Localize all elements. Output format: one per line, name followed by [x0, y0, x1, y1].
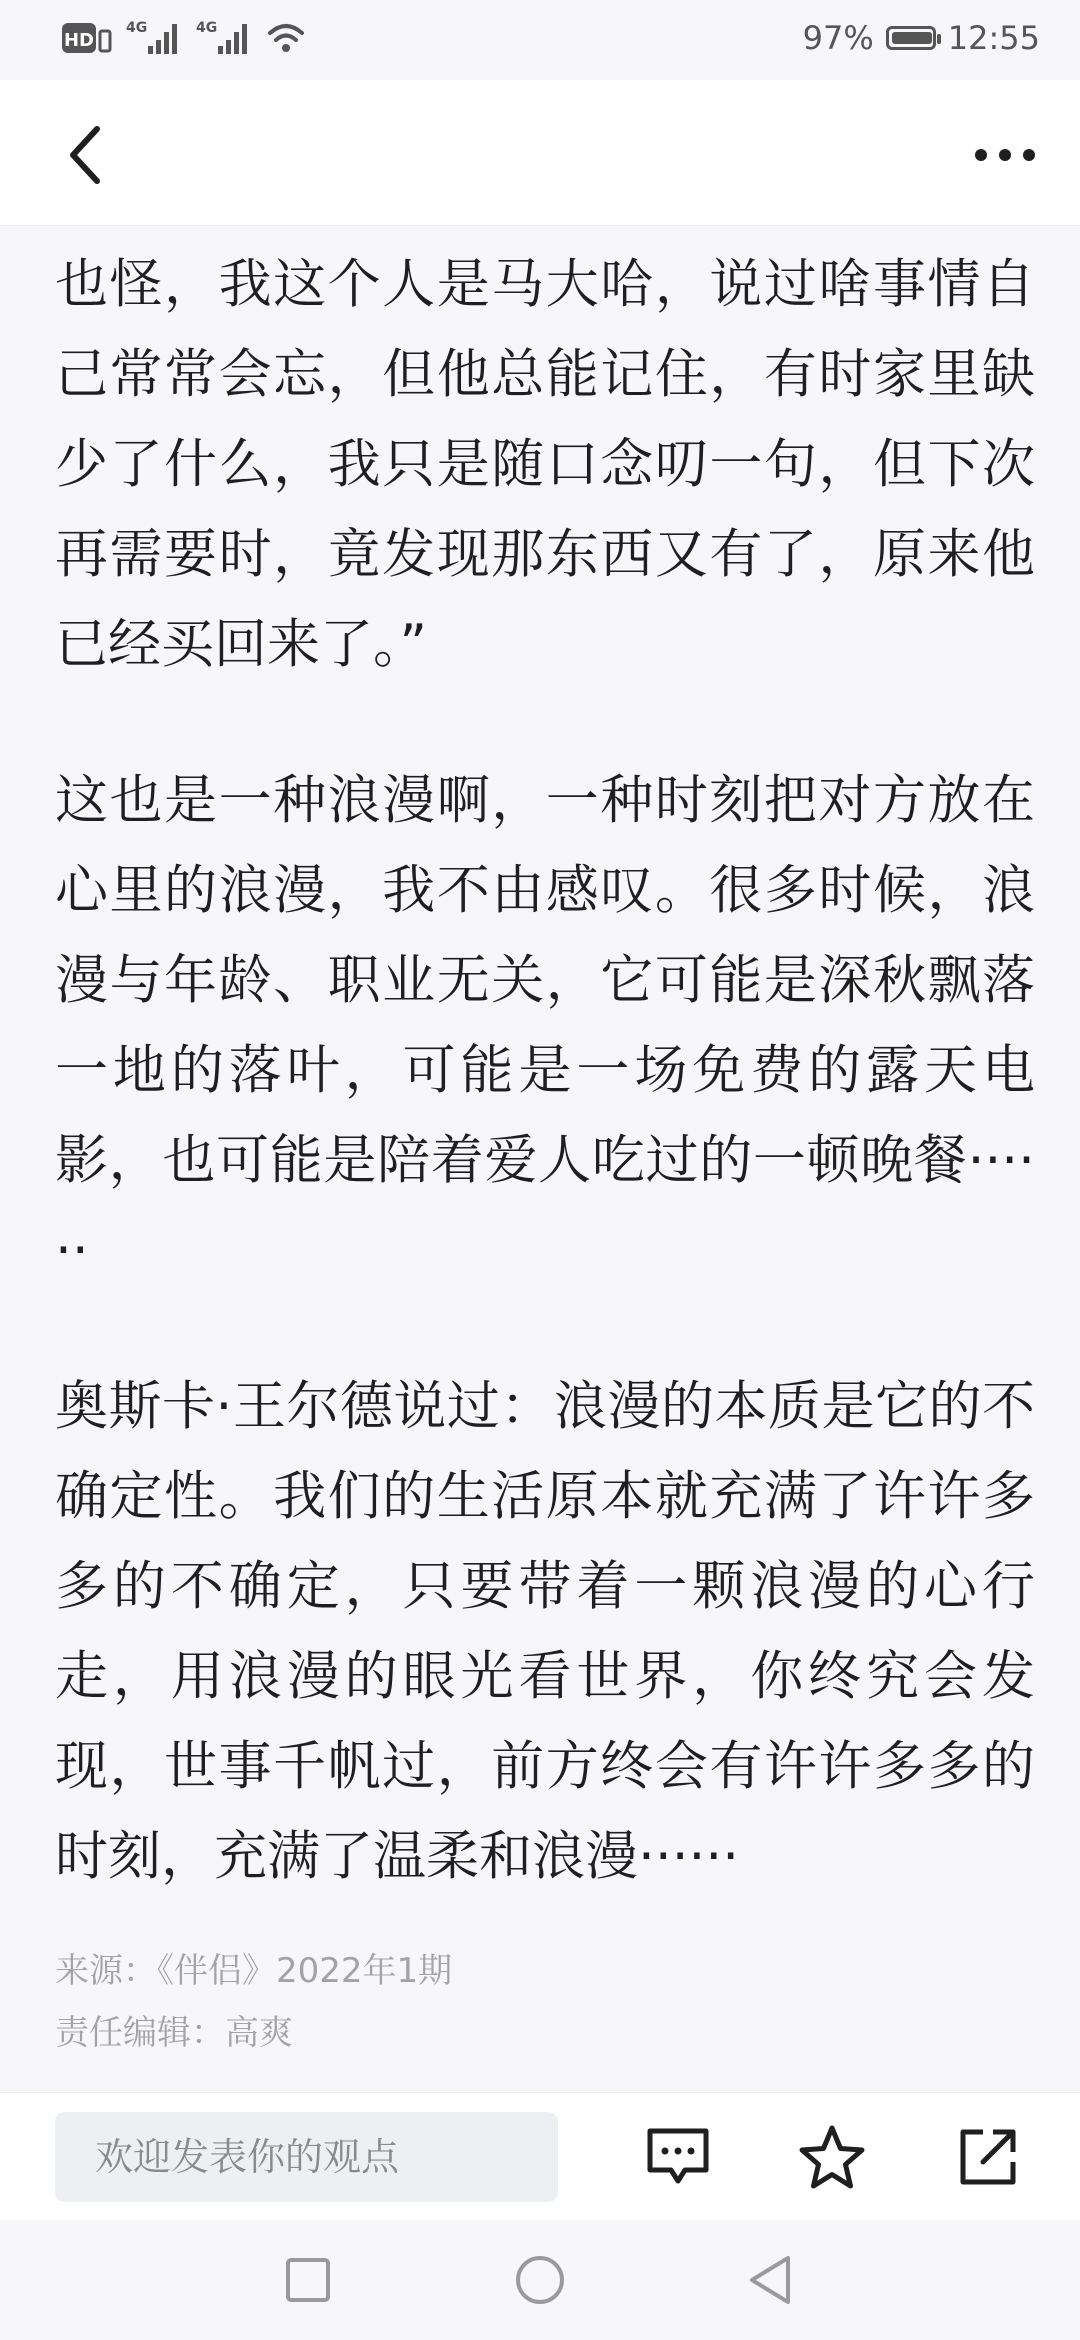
back-button[interactable] [50, 115, 120, 195]
wifi-icon [266, 21, 306, 55]
comment-input[interactable] [55, 2112, 558, 2202]
battery-icon [886, 26, 936, 50]
comment-bar [0, 2092, 1080, 2221]
article-meta [55, 1940, 452, 2064]
favorite-button[interactable] [790, 2115, 874, 2199]
more-button[interactable] [965, 115, 1045, 195]
status-bar [0, 0, 1080, 80]
cell-signal-2-icon [196, 18, 256, 58]
star-icon [798, 2124, 866, 2190]
battery-fill [892, 32, 932, 44]
hd-icon [62, 21, 116, 55]
system-nav-bar [0, 2220, 1080, 2340]
signal-1-label: 4G [126, 20, 148, 36]
circle-icon [514, 2254, 566, 2306]
article-body [55, 240, 1035, 1902]
more-dots-icon [973, 147, 1037, 163]
share-icon [957, 2126, 1019, 2188]
status-left-icons [62, 18, 306, 58]
back-nav-button[interactable] [732, 2242, 808, 2318]
battery-percent: 97% [802, 19, 874, 57]
triangle-back-icon [746, 2254, 794, 2306]
share-button[interactable] [946, 2115, 1030, 2199]
square-icon [284, 2256, 332, 2304]
comment-icon [645, 2126, 711, 2188]
signal-2-label: 4G [196, 20, 218, 36]
app-header [0, 80, 1080, 226]
recent-apps-button[interactable] [270, 2242, 346, 2318]
home-button[interactable] [502, 2242, 578, 2318]
comment-button[interactable] [636, 2115, 720, 2199]
article-source: 来源：《伴侣》2022年1期 [55, 1951, 453, 1991]
article-editor: 责任编辑：高爽 [55, 2013, 293, 2053]
status-right [803, 16, 1040, 60]
clock: 12:55 [947, 19, 1040, 57]
back-arrow-icon [65, 123, 105, 187]
article-paragraph: 这也是一种浪漫啊，一种时刻把对方放在心里的浪漫，我不由感叹。很多时候，浪漫与年龄、职业无关，它可能是深秋飘落一地的落叶，可能是一场免费的露天电影，也可能是陪着爱人吃过的一顿晚餐······ [55, 770, 1035, 1281]
hd-label: HD [63, 30, 95, 51]
cell-signal-icon [126, 18, 186, 58]
article-paragraph: 奥斯卡·王尔德说过：浪漫的本质是它的不确定性。我们的生活原本就充满了许许多多的不确定，只要带着一颗浪漫的心行走，用浪漫的眼光看世界，你终究会发现，世事千帆过，前方终会有许许多多的时刻，充满了温柔和浪漫······ [55, 1376, 1035, 1887]
article-paragraph: 也怪，我这个人是马大哈，说过啥事情自己常常会忘，但他总能记住，有时家里缺少了什么，我只是随口念叨一句，但下次再需要时，竟发现那东西又有了，原来他已经买回来了。” [55, 254, 1035, 675]
